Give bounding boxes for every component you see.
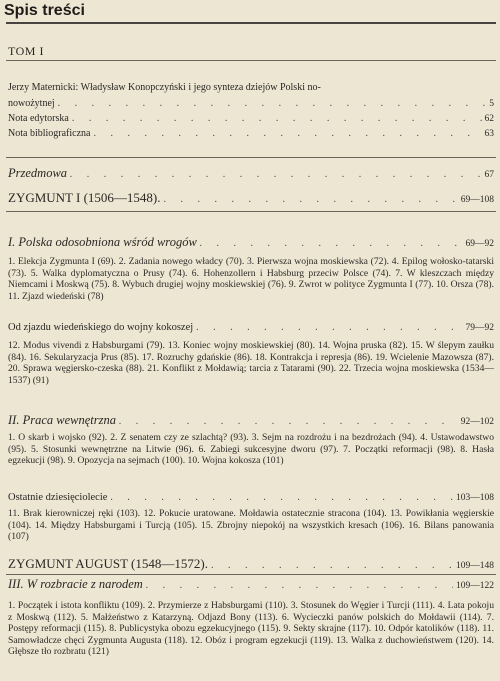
toc-part-label: ZYGMUNT I (1506—1548). <box>8 190 161 205</box>
toc-part-page: 109—148 <box>456 561 494 571</box>
toc-chapter-2 <box>8 414 494 428</box>
toc-entry-przedmowa <box>8 167 494 181</box>
dot-leader <box>211 560 453 572</box>
toc-subsection-page: 103—108 <box>456 493 494 503</box>
volume-title-text: TOM I <box>8 44 44 58</box>
chapter-1-contents: 1. Elekcja Zygmunta I (69). 2. Zadania nowego władcy (70). 3. Pierwsza wojna moskiewska (72). 4. Epilog wołosko-tatarski (73). 5. Walka dyplomatyczna o Prusy (74). 6. Hohenzollern i Habsburg przeciw Polsce (74). 7. W kleszczach między Niemcami i Moskwą (75). 8. Wybuch drugiej wojny moskiewskiej (76). 9. Zwrot w polityce Zygmunta I (77). 10. Orsza (78). 11. Zjazd wiedeński (78) <box>8 256 494 302</box>
toc-entry <box>8 128 494 140</box>
toc-chapter-page: 92—102 <box>460 417 494 427</box>
toc-entry-label: nowożytnej <box>8 98 55 109</box>
toc-subsection-label: Od zjazdu wiedeńskiego do wojny kokoszej <box>8 322 194 333</box>
toc-chapter-label: III. W rozbracie z narodem <box>8 577 143 591</box>
toc-subsection-1 <box>8 322 494 334</box>
toc-entry-label: Nota edytorska <box>8 113 69 124</box>
subsection-2-contents: 11. Brak kierowniczej ręki (103). 12. Pokucie uratowane. Mołdawia ostatecznie stracona (104). 13. Powikłania węgierskie (104). 14. Między Habsburgami i Turcją (105). 15. Zbrojny niepokój na wszystkich kresach (106). 16. Bilans panowania (107) <box>8 508 494 543</box>
part-rule <box>6 211 496 212</box>
toc-chapter-1 <box>8 236 494 250</box>
dot-leader <box>196 322 462 334</box>
volume-title <box>8 45 494 57</box>
toc-entry-page: 62 <box>484 114 494 124</box>
toc-subsection-2 <box>8 492 494 504</box>
toc-chapter-label: II. Praca wewnętrzna <box>8 413 116 427</box>
toc-entry-page: 63 <box>484 129 494 139</box>
chapter-3-contents: 1. Początek i istota konfliktu (109). 2. Przymierze z Habsburgami (110). 3. Stosunek do Węgier i Turcji (111). 4. Lata pokoju z Moskwą (112). 5. Małżeństwo z Katarzyną. Odjazd Bony (113). 6. Wycieczki panów polskich do Mołdawii (114). 7. Postępy reformacji (115). 8. Publicystyka obozu egzekucyjnego (115). 9. Sekty skrajne (117). 10. Odpór katolików (118). 11. Samowładcze chęci Zygmunta Augusta (118). 12. Obóz i program egzekucji (119). 13. Walka z duchowieństwem (120). 14. Głębsze tło rozbratu (121) <box>8 600 494 658</box>
toc-entry <box>8 98 494 110</box>
part-rule <box>6 574 496 575</box>
toc-entry-page: 67 <box>484 170 494 180</box>
subsection-1-contents: 12. Modus vivendi z Habsburgami (79). 13. Koniec wojny moskiewskiej (80). 14. Wojna pruska (82). 15. W ślepym zaułku (84). 16. Sekularyzacja Prus (85). 17. Rozruchy gdańskie (86). 18. Kontrakcja i represja (86). 19. Wcielenie Mazowsza (87). 20. Sprawa węgiersko-czeska (88). 21. Konflikt z Mołdawią; tarcia z Tatarami (90). 22. Trzecia wojna moskiewska (1534—1537) (91) <box>8 340 494 386</box>
toc-entry <box>8 113 494 125</box>
dot-leader <box>200 238 463 250</box>
toc-part-zygmunt-august <box>8 558 494 572</box>
page-heading: Spis treści <box>4 2 85 19</box>
toc-entry-label: Przedmowa <box>8 166 68 180</box>
dot-leader <box>70 169 481 181</box>
toc-entry-label: Nota bibliograficzna <box>8 128 91 139</box>
heading-rule <box>6 22 496 24</box>
dot-leader <box>164 194 458 206</box>
toc-part-label: ZYGMUNT AUGUST (1548—1572). <box>8 556 208 571</box>
dot-leader <box>93 128 481 140</box>
intro-line-1: Jerzy Maternicki: Władysław Konopczyński i jego synteza dziejów Polski no- <box>8 82 321 93</box>
toc-subsection-label: Ostatnie dziesięciolecie <box>8 492 108 503</box>
toc-part-page: 69—108 <box>460 195 494 205</box>
volume-rule <box>6 60 496 61</box>
dot-leader <box>110 492 453 504</box>
dot-leader <box>72 113 482 125</box>
dot-leader <box>119 416 458 428</box>
toc-chapter-label: I. Polska odosobniona wśród wrogów <box>8 235 197 249</box>
dot-leader <box>58 98 487 110</box>
chapter-2-contents: 1. O skarb i wojsko (92). 2. Z senatem czy ze szlachtą? (93). 3. Sejm na rozdrożu i na bezdrożach (94). 4. Ustawodawstwo (95). 5. Stosunki wewnętrzne na Litwie (96). 6. Zabiegi sukcesyjne dworu (97). 7. Początki reformacji (98). 8. Hasła egzekucji (98). 9. Opozycja na sejmach (100). 10. Wojna kokosza (101) <box>8 432 494 467</box>
toc-entry-page: 5 <box>489 99 494 109</box>
section-rule <box>6 157 496 158</box>
dot-leader <box>146 580 453 592</box>
toc-chapter-page: 69—92 <box>465 239 494 249</box>
toc-part-zygmunt-i <box>8 192 494 206</box>
toc-chapter-3 <box>8 578 494 592</box>
toc-subsection-page: 79—92 <box>465 323 494 333</box>
toc-chapter-page: 109—122 <box>456 581 494 591</box>
